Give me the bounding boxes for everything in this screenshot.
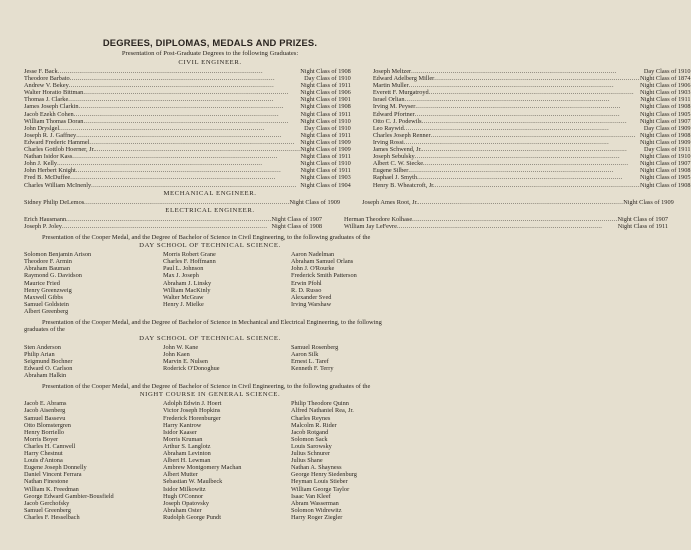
graduate-name: Joseph Sebulsky [372, 153, 415, 161]
leader-dots [418, 199, 623, 206]
class-year: Night Class of 1874 [639, 75, 691, 83]
leader-dots [69, 82, 301, 89]
class-year: Day Class of 1909 [643, 124, 691, 132]
class-year: Night Class of 1908 [271, 222, 323, 230]
graduate-entry [373, 139, 691, 146]
class-year: Night Class of 1903 [639, 89, 691, 97]
names-column-2 [163, 400, 291, 521]
graduate-name: Harry Chestnut [24, 450, 63, 458]
graduate-entry [373, 89, 691, 96]
graduate-name: Isaac Van Kleef [291, 492, 331, 500]
graduate-name: John W. Kane [163, 343, 199, 351]
graduate-entry [24, 174, 351, 181]
graduate-entry [24, 153, 351, 160]
class-year: Night Class of 1908 [639, 103, 691, 111]
leader-dots [89, 139, 300, 146]
graduate-name: Roderick O'Donoghue [163, 364, 220, 372]
graduate-entry [24, 223, 322, 230]
graduate-entry [373, 160, 691, 167]
graduate-name: Abraham Levinton [163, 450, 211, 458]
graduate-entry [373, 132, 691, 139]
leader-dots [70, 174, 300, 181]
mechanical-left-column [24, 199, 340, 206]
class-year: Night Class of 1911 [300, 153, 351, 161]
class-year: Night Class of 1910 [639, 153, 691, 161]
graduate-name: William Thomas Doran [24, 117, 84, 125]
day-school-heading-mech: DAY SCHOOL OF TECHNICAL SCIENCE. [139, 334, 281, 342]
graduate-name: Albert C. W. Siecke [372, 160, 424, 168]
graduate-name: Solomon Benjamin Arison [24, 251, 92, 259]
graduate-name: Frederick Horenburger [163, 414, 221, 422]
electrical-right-column [344, 216, 668, 230]
class-year: Night Class of 1911 [300, 167, 351, 175]
graduate-entry [24, 125, 351, 132]
graduate-name: Julius Schnurer [291, 450, 331, 458]
graduate-name: R. D. Russo [291, 286, 322, 294]
graduate-name: Frederick Smith Patterson [291, 272, 357, 280]
graduate-name: Isidor Kaaser [163, 428, 197, 436]
graduate-name: Everett F. Murgatroyd [372, 89, 429, 97]
class-year: Night Class of 1911 [640, 96, 691, 104]
graduate-name: Alfred Nathaniel Rea, Jr. [291, 407, 354, 415]
graduate-name: James Schwend, Jr. [372, 146, 422, 154]
leader-dots [412, 216, 617, 223]
graduate-name: Nathan Finestone [24, 478, 69, 486]
graduate-entry [24, 139, 351, 146]
graduate-name: Maxwell Gibbs [24, 293, 64, 301]
class-year: Night Class of 1908 [639, 167, 691, 175]
graduate-entry [373, 182, 691, 189]
graduate-entry [373, 125, 691, 132]
class-year: Night Class of 1908 [639, 181, 691, 189]
graduate-name: Abram Wasserman [291, 499, 339, 507]
graduate-entry [24, 132, 351, 139]
graduate-name: Leo Raywid [372, 124, 404, 132]
graduate-name: Louis Sarowsky [291, 442, 332, 450]
graduate-name: Raphael J. Smyth [372, 174, 418, 182]
graduate-name: Irving M. Peyser [372, 103, 416, 111]
day-school-civil-names [24, 251, 396, 315]
graduate-name: Albert Greenberg [24, 307, 69, 315]
leader-dots [417, 174, 640, 181]
graduate-name: Adolph Edwin J. Hoert [163, 400, 222, 408]
graduate-name: Otto Blomstergren [24, 421, 71, 429]
graduate-entry [344, 216, 668, 223]
graduate-entry [24, 167, 351, 174]
class-year: Day Class of 1910 [643, 68, 691, 75]
class-year: Night Class of 1909 [300, 146, 351, 154]
leader-dots [422, 118, 640, 125]
graduate-name: Walter Horatio Bittman [24, 89, 84, 97]
class-year: Night Class of 1901 [300, 96, 351, 104]
class-year: Night Class of 1905 [639, 110, 691, 118]
graduate-entry [24, 89, 351, 96]
civil-left-column [24, 68, 351, 189]
graduate-name: John Kaen [163, 350, 190, 358]
graduate-name: William George Taylor [291, 485, 350, 493]
graduate-name: Edward O. Carlson [24, 364, 73, 372]
graduate-entry [373, 146, 691, 153]
civil-engineer-list [24, 68, 691, 189]
graduate-entry [373, 167, 691, 174]
graduate-entry [24, 118, 351, 125]
leader-dots [83, 89, 300, 96]
leader-dots [404, 139, 640, 146]
graduate-name: Sidney Philip DeLemos [24, 198, 85, 206]
graduate-name: Otto C. J. Podewils [372, 117, 422, 125]
leader-dots [397, 223, 618, 230]
graduate-name: Raymond G. Davidson [24, 272, 82, 280]
graduate-name: Nathan Isidor Kass [24, 153, 73, 161]
class-year: Night Class of 1910 [300, 117, 351, 125]
graduate-name: Ernest L. Taref [291, 357, 329, 365]
leader-dots [435, 182, 640, 189]
names-column-1 [24, 400, 163, 521]
class-year: Night Class of 1908 [639, 131, 691, 139]
graduate-entry [24, 68, 351, 75]
leader-dots [70, 75, 304, 82]
graduate-name: John Dryslgel [24, 124, 60, 132]
names-column-3 [291, 400, 396, 521]
graduate-name: Charles Gottlob Hoerner, Jr. [24, 146, 95, 154]
leader-dots [409, 82, 640, 89]
leader-dots [404, 96, 640, 103]
graduate-name: Nathan A. Shayness [291, 464, 342, 472]
graduate-name: Jacob Rotgand [291, 428, 329, 436]
leader-dots [423, 160, 640, 167]
leader-dots [76, 132, 300, 139]
graduate-entry [373, 118, 691, 125]
graduate-entry [373, 82, 691, 89]
graduate-name: Maurice Fried [24, 279, 60, 287]
graduate-name: Victor Joseph Hopkins [163, 407, 221, 415]
graduate-name: Eugene Silber [372, 167, 409, 175]
graduate-name: Alexander Sved [291, 293, 332, 301]
graduate-name: Julius Shane [291, 457, 323, 465]
graduate-name: George Henry Siedenburg [291, 471, 357, 479]
graduate-name: Harry Roger Ziegler [291, 513, 343, 521]
graduate-name: John J. Kelly [24, 160, 58, 168]
graduate-name: Marvin E. Nulsen [163, 357, 208, 365]
class-year: Night Class of 1911 [300, 82, 351, 90]
class-year: Night Class of 1907 [639, 160, 691, 168]
graduate-name: Aaron Nadelman [291, 251, 335, 259]
leader-dots [57, 160, 300, 167]
leader-dots [83, 118, 300, 125]
graduate-entry [373, 68, 691, 75]
presentation-paragraph-civil: Presentation of the Cooper Medal, and the Degree of Bachelor of Science in Civil Engineering, to the following graduates of the [42, 233, 371, 241]
page-title: DEGREES, DIPLOMAS, MEDALS AND PRIZES. [102, 37, 318, 48]
class-year: Night Class of 1909 [300, 138, 351, 146]
graduate-name: Charles William McInenly [24, 181, 92, 189]
graduate-name: Erwin Pfohl [291, 279, 322, 287]
presentation-paragraph-mech-elec: Presentation of the Cooper Medal, and the Degree of Bachelor of Science in Mechanical and Electrical Engineering, to the following graduates of the [24, 319, 382, 334]
graduate-name: Ambrew Montgomery Machan [163, 464, 242, 472]
class-year: Night Class of 1903 [300, 174, 351, 182]
graduate-name: Louis d'Antona [24, 457, 63, 465]
leader-dots [62, 223, 272, 230]
graduate-name: Henry Borriello [24, 428, 65, 436]
graduate-name: Harry Kantrow [163, 421, 202, 429]
class-year: Night Class of 1909 [623, 198, 674, 206]
graduate-name: Seigmund Bochner [24, 357, 73, 365]
leader-dots [74, 111, 301, 118]
graduate-name: Isidor Milkowitz [163, 485, 206, 493]
graduate-name: Abraham Halkin [24, 371, 67, 379]
graduate-name: Walter McGraw [163, 293, 204, 301]
graduate-name: Joseph Opatovsky [163, 499, 209, 507]
graduate-name: Theodore Barbato [24, 75, 70, 83]
leader-dots [408, 167, 640, 174]
graduate-name: Charles Joseph Renner [372, 131, 431, 139]
graduate-name: Solomon Sack [291, 435, 328, 443]
leader-dots [422, 146, 644, 153]
night-course-names [24, 400, 396, 521]
graduate-name: Morris Kruman [163, 435, 203, 443]
graduate-name: Jacob Ezekh Cohen [24, 110, 74, 118]
class-year: Night Class of 1910 [300, 160, 351, 168]
graduate-entry [24, 75, 351, 82]
graduate-name: Arthur S. Langlotz [163, 442, 211, 450]
graduate-entry [24, 160, 351, 167]
graduate-entry [373, 111, 691, 118]
electrical-engineer-list [24, 215, 669, 230]
graduate-name: Morris Robert Grane [163, 251, 216, 259]
electrical-left-column [24, 216, 322, 230]
graduate-name: Joseph P. Joley [24, 222, 62, 230]
leader-dots [434, 75, 640, 82]
graduate-name: Rudolph George Pundt [163, 513, 221, 521]
leader-dots [95, 146, 300, 153]
graduate-name: Martin Muller [372, 82, 409, 90]
graduate-name: Samuel Goldstein [24, 300, 69, 308]
graduate-entry [373, 75, 691, 82]
graduate-name: Philip Theodore Quinn [291, 400, 349, 408]
leader-dots [79, 103, 301, 110]
graduate-name: Henry J. Mielke [163, 300, 204, 308]
graduate-name: Albert H. Lewman [163, 457, 211, 465]
class-year: Day Class of 1910 [304, 124, 351, 132]
graduate-entry [24, 182, 351, 189]
graduate-name: Abraham J. Linsky [163, 279, 212, 287]
class-year: Night Class of 1911 [300, 110, 351, 118]
graduate-name: Edward Frederic Hammel [24, 138, 90, 146]
graduate-name: Jacob Aisenberg [24, 407, 66, 415]
graduate-entry [24, 96, 351, 103]
mechanical-engineer-list [24, 198, 674, 206]
leader-dots [431, 132, 640, 139]
names-column-2 [163, 251, 291, 315]
civil-right-column [373, 68, 691, 189]
intro-text: Presentation of Post-Graduate Degrees to the following Graduates: [121, 50, 299, 57]
graduate-name: Samuel Rosenberg [291, 343, 339, 351]
mechanical-right-column [362, 199, 674, 206]
class-year: Night Class of 1907 [617, 215, 669, 223]
graduate-name: Theodore F. Armin [24, 258, 72, 266]
graduate-name: Joseph Meltzer [372, 68, 412, 75]
graduate-name: Max J. Joseph [163, 272, 199, 280]
graduate-entry [24, 111, 351, 118]
graduate-name: Joseph R. J. Gaffney [24, 131, 77, 139]
graduate-name: George Edward Gambier-Bousfield [24, 492, 114, 500]
graduate-entry [24, 146, 351, 153]
graduate-name: Malcolm R. Rider [291, 421, 337, 429]
graduate-name: Fred B. McDuffee [24, 174, 71, 182]
graduate-entry [373, 103, 691, 110]
graduate-entry [373, 174, 691, 181]
graduate-name: Abraham Bauman [24, 265, 70, 273]
mechanical-engineer-heading: MECHANICAL ENGINEER. [163, 189, 257, 197]
day-school-mech-names [24, 344, 396, 379]
class-year: Night Class of 1909 [639, 138, 691, 146]
class-year: Night Class of 1906 [300, 89, 351, 97]
leader-dots [72, 153, 300, 160]
graduate-name: Jacob Gerchofsky [24, 499, 70, 507]
graduate-name: Sebastian W. Maulbeck [163, 478, 223, 486]
graduate-name: Aaron Silk [291, 350, 319, 358]
leader-dots [59, 125, 304, 132]
graduate-name: Henry Greenzweig [24, 286, 72, 294]
names-column-3 [291, 251, 396, 315]
class-year: Night Class of 1911 [300, 131, 351, 139]
graduate-name: Henry B. Wheatcroft, Jr. [372, 181, 435, 189]
graduate-name: Kenneth F. Terry [291, 364, 334, 372]
graduate-name: Irving Rossi [372, 138, 404, 146]
graduate-name: Paul L. Johnson [163, 265, 204, 273]
graduate-name: Sten Anderson [24, 343, 61, 351]
graduate-name: Andrew V. Bekey [24, 82, 69, 90]
graduate-name: John J. O'Rourke [291, 265, 335, 273]
graduate-name: Erich Hausmann [24, 215, 67, 223]
leader-dots [415, 111, 640, 118]
leader-dots [429, 89, 640, 96]
class-year: Night Class of 1911 [617, 222, 669, 230]
graduate-name: James Joseph Clarkin [24, 103, 79, 111]
class-year: Night Class of 1907 [271, 215, 323, 223]
names-column-3 [291, 344, 396, 379]
graduate-name: Samuel Bassevu [24, 414, 66, 422]
graduate-name: Eugene Joseph Donnelly [24, 464, 87, 472]
graduate-name: Morris Boyer [24, 435, 59, 443]
graduate-name: Abraham Samuel Orlans [291, 258, 354, 266]
names-column-2 [163, 344, 291, 379]
graduate-entry [24, 82, 351, 89]
graduate-name: Edward Pfortner [372, 110, 415, 118]
leader-dots [411, 68, 644, 75]
day-school-heading-civil: DAY SCHOOL OF TECHNICAL SCIENCE. [139, 242, 281, 250]
leader-dots [76, 167, 301, 174]
leader-dots [415, 153, 640, 160]
graduate-name: Albert Mutter [163, 471, 198, 479]
leader-dots [66, 216, 271, 223]
graduate-entry [24, 216, 322, 223]
presentation-paragraph-night: Presentation of the Cooper Medal, and the Degree of Bachelor of Science in Civil Engineering, to the following graduates of the [42, 383, 371, 391]
class-year: Night Class of 1909 [289, 198, 341, 206]
graduate-entry [24, 103, 351, 110]
graduate-name: Thomas J. Clarke [24, 96, 69, 104]
civil-engineer-heading: CIVIL ENGINEER. [178, 59, 242, 66]
leader-dots [404, 125, 644, 132]
graduate-name: Hugh O'Connor [163, 492, 204, 500]
class-year: Night Class of 1908 [300, 68, 351, 75]
graduate-entry [362, 199, 674, 206]
graduate-name: John Herbert Knight [24, 167, 76, 175]
class-year: Night Class of 1905 [639, 174, 691, 182]
class-year: Day Class of 1911 [644, 146, 691, 154]
names-column-1 [24, 251, 163, 315]
graduate-name: Philip Arian [24, 350, 55, 358]
graduate-name: Herman Theodore Kolhase [344, 215, 413, 223]
leader-dots [91, 182, 300, 189]
graduate-entry [24, 199, 340, 206]
leader-dots [84, 199, 289, 206]
graduate-name: Israel Orlian [372, 96, 405, 104]
leader-dots [68, 96, 300, 103]
graduate-name: Heyman Louis Stieber [291, 478, 348, 486]
graduate-entry [344, 223, 668, 230]
graduate-name: Daniel Vincent Ferrara [24, 471, 82, 479]
graduate-name: William MacKinly [163, 286, 211, 294]
graduate-name: Edward Adelberg Miller [372, 75, 435, 83]
class-year: Night Class of 1907 [639, 117, 691, 125]
class-year: Night Class of 1904 [300, 181, 351, 189]
class-year: Day Class of 1910 [304, 75, 351, 83]
graduate-name: Samuel Greenberg [24, 506, 71, 514]
graduate-entry [373, 153, 691, 160]
graduate-name: William Jay LeFevre [344, 222, 397, 230]
leader-dots [58, 68, 301, 75]
class-year: Night Class of 1908 [300, 103, 351, 111]
electrical-engineer-heading: ELECTRICAL ENGINEER. [165, 206, 255, 214]
graduate-name: William K. Freedman [24, 485, 79, 493]
names-column-1 [24, 344, 163, 379]
class-year: Night Class of 1906 [639, 82, 691, 90]
night-course-heading: NIGHT COURSE IN GENERAL SCIENCE. [139, 391, 281, 399]
graduate-name: Charles Reynes [291, 414, 331, 422]
graduate-name: Abraham Oster [163, 506, 202, 514]
graduate-name: Charles H. Camwell [24, 442, 76, 450]
graduate-name: Charles F. Hesselbach [24, 513, 80, 521]
graduate-name: Joseph Ames Root, Jr. [362, 198, 418, 206]
graduate-name: Charles F. Hoffmann [163, 258, 216, 266]
graduate-entry [373, 96, 691, 103]
leader-dots [415, 103, 640, 110]
graduate-name: Irving Warshaw [291, 300, 332, 308]
graduate-name: Solomon Widrewitz [291, 506, 342, 514]
graduate-name: Jesse F. Back [24, 68, 58, 75]
graduate-name: Jacob E. Abrams [24, 400, 67, 408]
